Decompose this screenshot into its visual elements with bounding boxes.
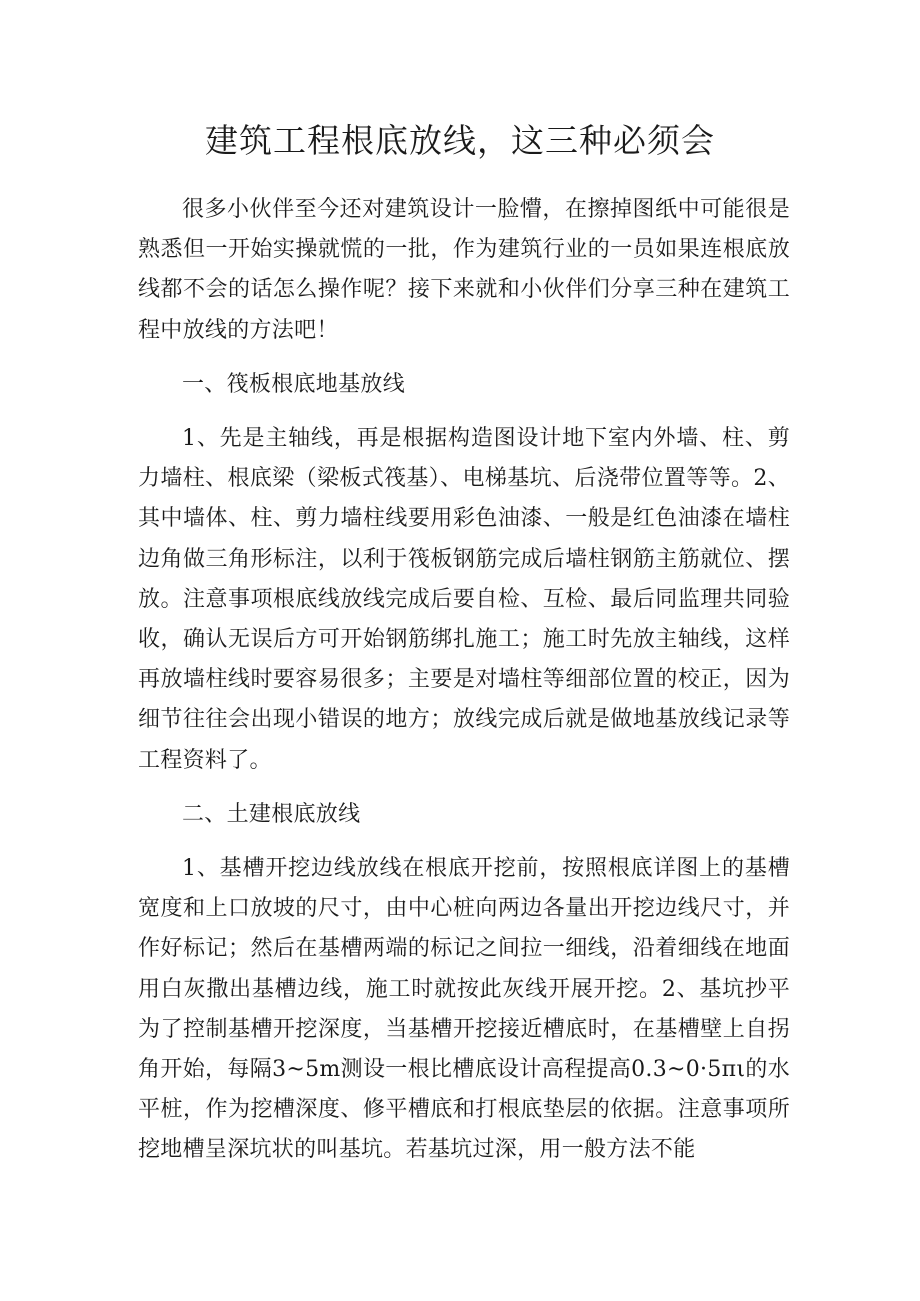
document-body — [138, 190, 790, 1171]
section-body-raft-foundation: 1、先是主轴线，再是根据构造图设计地下室内外墙、柱、剪力墙柱、根底梁（梁板式筏基）、电梯基坑、后浇带位置等等。2、其中墙体、柱、剪力墙柱线要用彩色油漆、一般是红色油漆在墙柱边角做三角形标注，以利于筏板钢筋完成后墙柱钢筋主筋就位、摆放。注意事项根底线放线完成后要自检、互检、最后同监理共同验收，确认无误后方可开始钢筋绑扎施工；施工时先放主轴线，这样再放墙柱线时要容易很多；主要是对墙柱等细部位置的校正，因为细节往往会出现小错误的地方；放线完成后就是做地基放线记录等工程资料了。 — [138, 426, 790, 773]
section-body-civil-foundation: 1、基槽开挖边线放线在根底开挖前，按照根底详图上的基槽宽度和上口放坡的尺寸，由中心桩向两边各量出开挖边线尺寸，并作好标记；然后在基槽两端的标记之间拉一细线，沿着细线在地面用白灰撒出基槽边线，施工时就按此灰线开展开挖。2、基坑抄平为了控制基槽开挖深度，当基槽开挖接近槽底时，在基槽壁上自拐角开始，每隔3~5m测设一根比槽底设计高程提高0.3~0·5πι的水平桩，作为挖槽深度、修平槽底和打根底垫层的依据。注意事项所挖地槽呈深坑状的叫基坑。若基坑过深，用一般方法不能 — [138, 856, 790, 1163]
section-heading-civil-foundation: 二、土建根底放线 — [182, 801, 361, 827]
section-heading-raft-foundation: 一、筏板根底地基放线 — [182, 371, 406, 397]
intro-paragraph: 很多小伙伴至今还对建筑设计一脸懵，在擦掉图纸中可能很是熟悉但一开始实操就慌的一批，作为建筑行业的一员如果连根底放线都不会的话怎么操作呢？接下来就和小伙伴们分享三种在建筑工程中放线的方法吧！ — [138, 197, 790, 343]
document-title: 建筑工程根底放线，这三种必须会 — [205, 121, 715, 160]
